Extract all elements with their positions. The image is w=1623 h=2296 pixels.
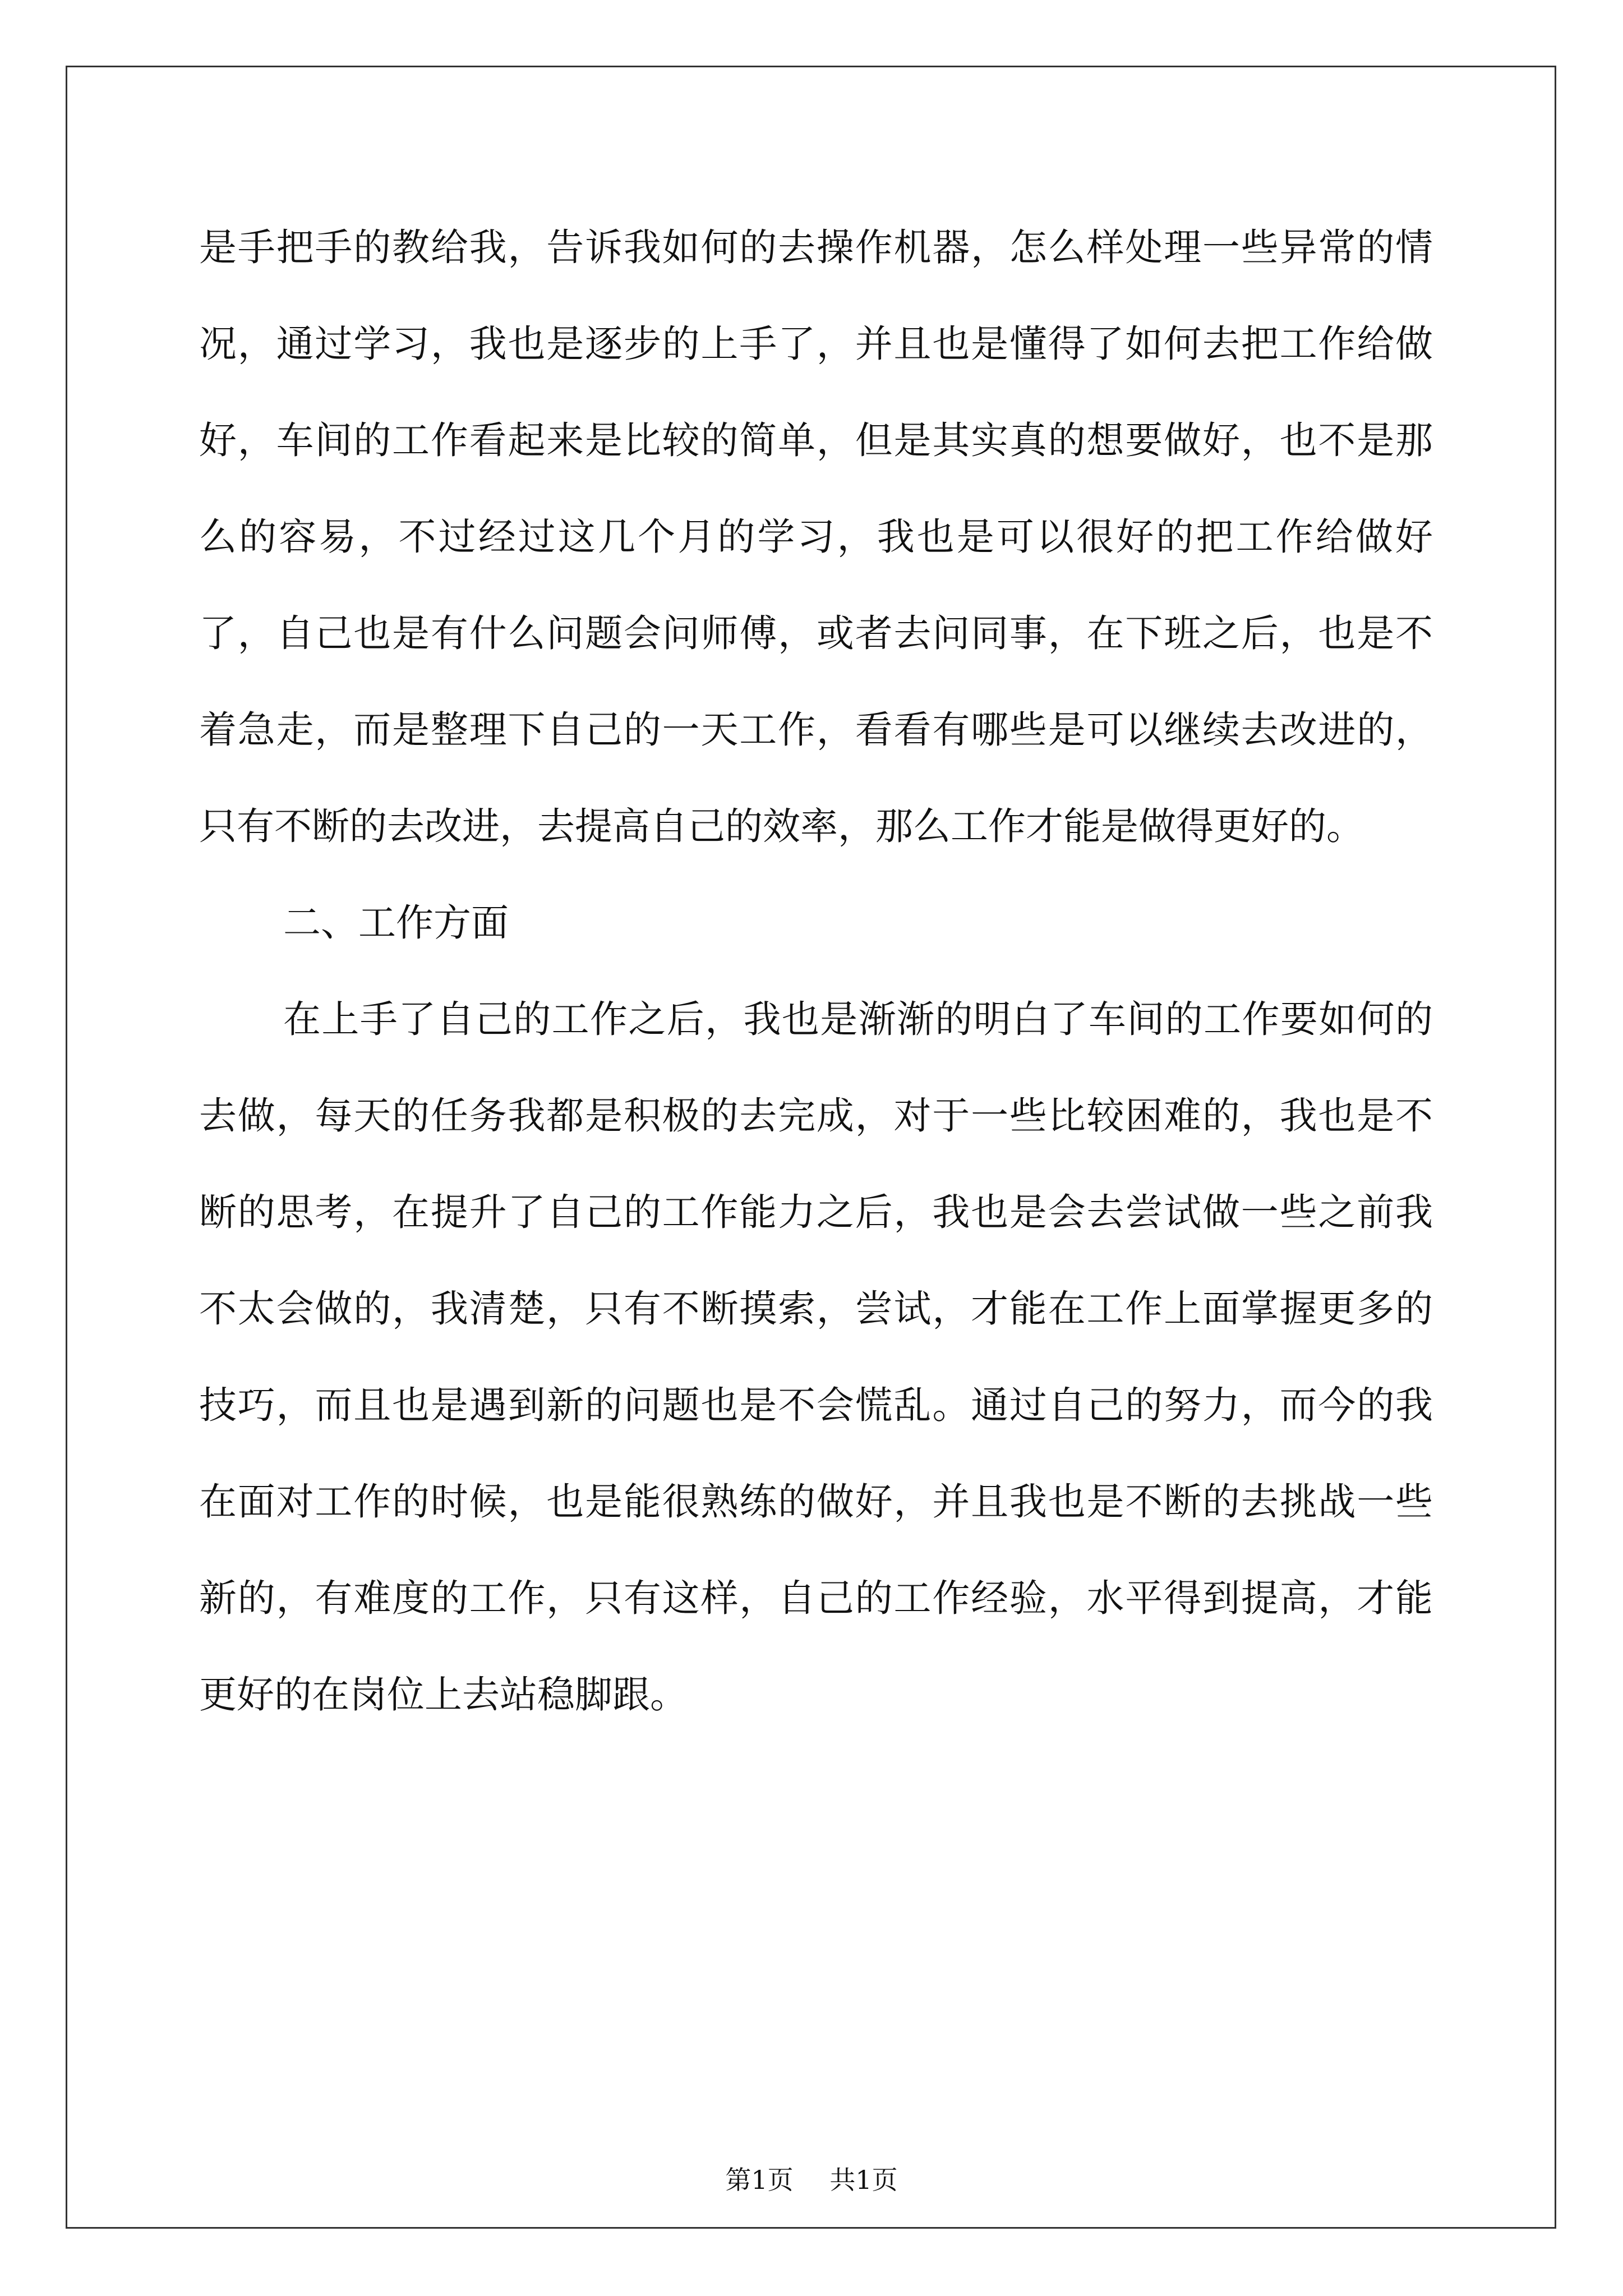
paragraph-work-aspect: 在上手了自己的工作之后，我也是渐渐的明白了车间的工作要如何的去做，每天的任务我都是积极的去完成，对于一些比较困难的，我也是不断的思考，在提升了自己的工作能力之后，我也是会去尝试做一些之前我不太会做的，我清楚，只有不断摸索，尝试，才能在工作上面掌握更多的技巧，而且也是遇到新的问题也是不会慌乱。通过自己的努力，而今的我在面对工作的时候，也是能很熟练的做好，并且我也是不断的去挑战一些新的，有难度的工作，只有这样，自己的工作经验，水平得到提高，才能更好的在岗位上去站稳脚跟。 (199, 997, 1433, 1717)
section-heading: 二、工作方面 (283, 901, 509, 945)
paragraph-continuation: 是手把手的教给我，告诉我如何的去操作机器，怎么样处理一些异常的情况，通过学习，我也是逐步的上手了，并且也是懂得了如何去把工作给做好，车间的工作看起来是比较的简单，但是其实真的想要做好，也不是那么的容易，不过经过这几个月的学习，我也是可以很好的把工作给做好了，自己也是有什么问题会问师傅，或者去问同事，在下班之后，也是不着急走，而是整理下自己的一天工作，看看有哪些是可以继续去改进的，只有不断的去改进，去提高自己的效率，那么工作才能是做得更好的。 (199, 226, 1433, 848)
page-number: 第1页 (725, 2165, 794, 2195)
page-total: 共1页 (829, 2165, 898, 2195)
page-footer (0, 2160, 1623, 2197)
document-body (199, 199, 1433, 1743)
